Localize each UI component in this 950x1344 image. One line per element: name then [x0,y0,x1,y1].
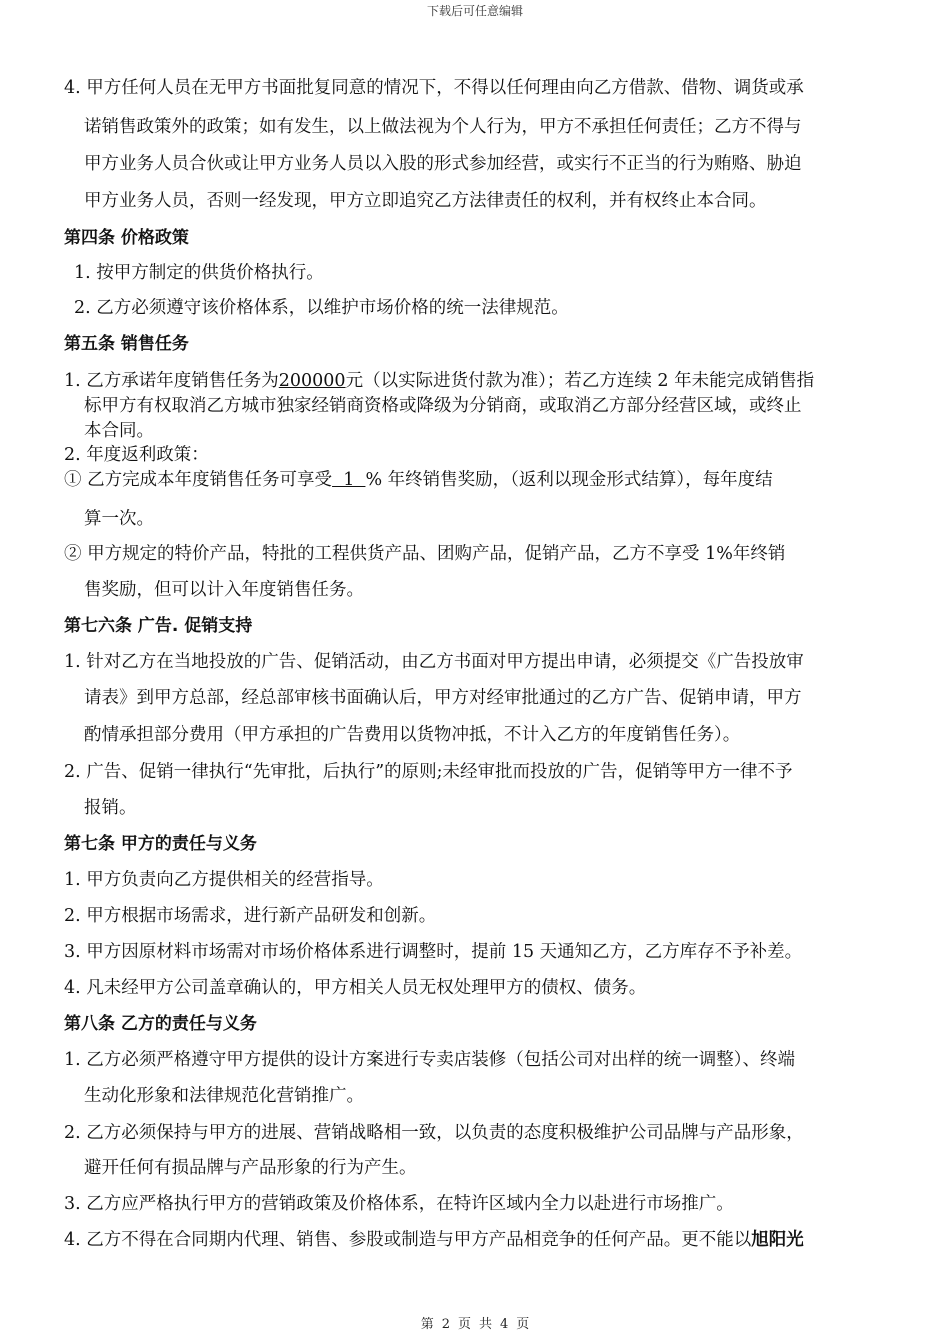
brand-name: 旭阳光 [751,1230,804,1250]
section-8-title: 第八条 乙方的责任与义务 [64,1014,257,1034]
s5-rebate1-line1 [64,469,773,491]
s5-rebate1-line2: 算一次。 [84,509,154,529]
s8-item2-line2: 避开任何有损品牌与产品形象的行为产生。 [84,1158,417,1178]
s5-item1-line2: 标甲方有权取消乙方城市独家经销商资格或降级为分销商，或取消乙方部分经营区域，或终止 [84,396,802,416]
s8-item3: 3. 乙方应严格执行甲方的营销政策及价格体系，在特许区域内全力以赴进行市场推广。 [64,1194,734,1214]
s4-item1: 1. 按甲方制定的供货价格执行。 [74,263,324,283]
s5-item1-line1 [64,370,814,392]
s6-item1-line3: 酌情承担部分费用（甲方承担的广告费用以货物冲抵，不计入乙方的年度销售任务）。 [84,725,741,745]
s6-item2-line2: 报销。 [84,798,137,818]
s7-item4: 4. 凡未经甲方公司盖章确认的，甲方相关人员无权处理甲方的债权、债务。 [64,978,647,998]
s5-item1-text-a: 1. 乙方承诺年度销售任务为 [64,371,279,391]
s7-item2: 2. 甲方根据市场需求，进行新产品研发和创新。 [64,906,437,926]
s5-rebate1-text-a: ① 乙方完成本年度销售任务可享受 [64,470,333,490]
section-7-title: 第七条 甲方的责任与义务 [64,834,257,854]
footer-page-number: 2 [441,1317,450,1332]
section-5-title: 第五条 销售任务 [64,334,189,354]
s7-item3: 3. 甲方因原材料市场需对市场价格体系进行调整时，提前 15 天通知乙方，乙方库存不予补差。 [64,942,803,962]
page-footer [0,1313,950,1332]
rebate-percent: 1 [332,470,366,490]
s8-item1-line2: 生动化形象和法律规范化营销推广。 [84,1086,364,1106]
s4-item2: 2. 乙方必须遵守该价格体系，以维护市场价格的统一法律规范。 [74,298,569,318]
footer-mid: 页 [457,1317,471,1332]
s8-item4-text: 4. 乙方不得在合同期内代理、销售、参股或制造与甲方产品相竞争的任何产品。更不能以 [64,1230,752,1250]
s5-item2: 2. 年度返利政策： [64,445,209,465]
s3-item4-line1: 4. 甲方任何人员在无甲方书面批复同意的情况下，不得以任何理由向乙方借款、借物、调货或承 [64,78,804,98]
footer-prefix: 第 [420,1317,434,1332]
footer-total-prefix: 共 [479,1317,493,1332]
s5-rebate2-line2: 售奖励，但可以计入年度销售任务。 [84,580,364,600]
footer-suffix: 页 [516,1317,530,1332]
section-4-title: 第四条 价格政策 [64,228,189,248]
s6-item2-line1: 2. 广告、促销一律执行“先审批，后执行”的原则;未经审批而投放的广告，促销等甲方一律不予 [64,762,793,782]
s3-item4-line3: 甲方业务人员合伙或让甲方业务人员以入股的形式参加经营，或实行不正当的行为贿赂、胁迫 [84,154,802,174]
s6-item1-line2: 请表》到甲方总部，经总部审核书面确认后，甲方对经审批通过的乙方广告、促销申请，甲方 [84,688,802,708]
s7-item1: 1. 甲方负责向乙方提供相关的经营指导。 [64,870,384,890]
s5-rebate2-line1: ② 甲方规定的特价产品，特批的工程供货产品、团购产品，促销产品，乙方不享受 1%年终销 [64,544,786,564]
s5-rebate1-text-b: % 年终销售奖励，（返利以现金形式结算），每年度结 [365,470,773,490]
s3-item4-line2: 诺销售政策外的政策；如有发生，以上做法视为个人行为，甲方不承担任何责任；乙方不得与 [84,117,802,137]
s8-item1-line1: 1. 乙方必须严格遵守甲方提供的设计方案进行专卖店装修（包括公司对出样的统一调整）、终端 [64,1050,796,1070]
s8-item4-line1 [64,1229,804,1251]
section-6-title: 第七六条 广告. 促销支持 [64,616,253,636]
s8-item2-line1: 2. 乙方必须保持与甲方的进展、营销战略相一致，以负责的态度积极维护公司品牌与产品形象， [64,1123,804,1143]
s5-item1-text-b: 元（以实际进货付款为准）；若乙方连续 2 年未能完成销售指 [345,371,815,391]
footer-total-pages: 4 [500,1317,509,1332]
s3-item4-line4: 甲方业务人员，否则一经发现，甲方立即追究乙方法律责任的权利，并有权终止本合同。 [84,191,767,211]
s6-item1-line1: 1. 针对乙方在当地投放的广告、促销活动，由乙方书面对甲方提出申请，必须提交《广告投放审 [64,652,804,672]
s5-item1-line3: 本合同。 [84,421,154,441]
sales-target-amount: 200000 [278,371,346,391]
page-header-note: 下载后可任意编辑 [426,4,523,18]
